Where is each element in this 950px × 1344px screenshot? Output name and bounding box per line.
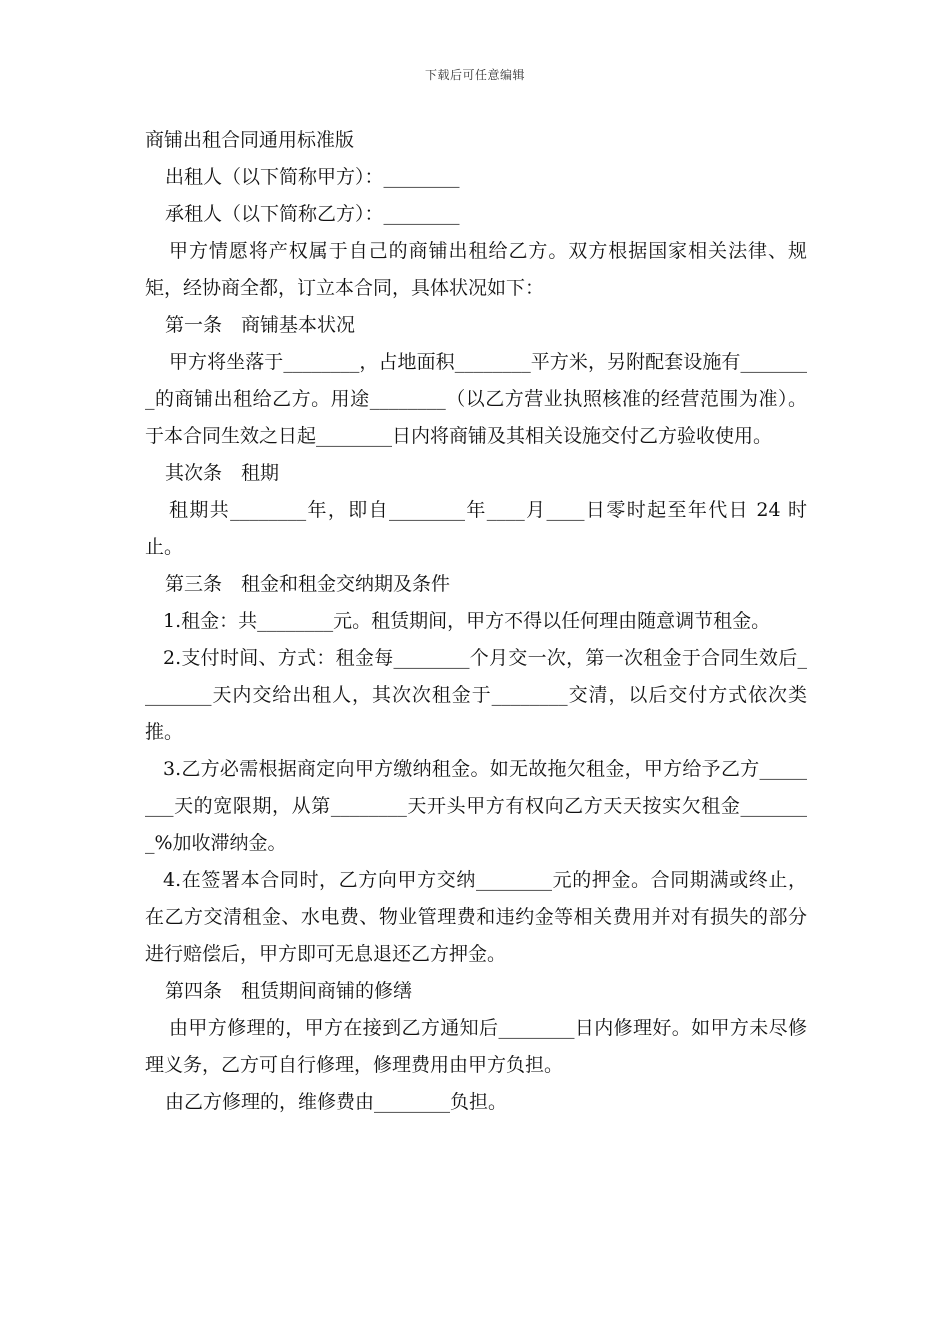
article2-paragraph: 租期共________年，即自________年____月____日零时起至年代日 24 时止。 xyxy=(145,499,807,558)
article4-paragraph-1: 由甲方修理的，甲方在接到乙方通知后________日内修理好。如甲方未尽修理义务，乙方可自行修理，修理费用由甲方负担。 xyxy=(145,1017,807,1076)
article3-item-3: 3.乙方必需根据商定向甲方缴纳租金。如无故拖欠租金，甲方给予乙方________天的宽限期，从第________天开头甲方有权向乙方天天按实欠租金________%加收滞纳金。 xyxy=(145,758,807,854)
lessor-line: 出租人（以下简称甲方）：________ xyxy=(165,166,460,188)
article3-item-1: 1.租金：共________元。租赁期间，甲方不得以任何理由随意调节租金。 xyxy=(163,610,771,632)
intro-paragraph: 甲方情愿将产权属于自己的商铺出租给乙方。双方根据国家相关法律、规矩，经协商全都，订立本合同，具体状况如下： xyxy=(145,240,807,299)
article4-heading: 第四条 租赁期间商铺的修缮 xyxy=(165,980,413,1002)
document-body xyxy=(145,122,807,1121)
article3-item-4: 4.在签署本合同时，乙方向甲方交纳________元的押金。合同期满或终止，在乙方交清租金、水电费、物业管理费和违约金等相关费用并对有损失的部分进行赔偿后，甲方即可无息退还乙方押金。 xyxy=(145,869,807,965)
article1-heading: 第一条 商铺基本状况 xyxy=(165,314,356,336)
article4-paragraph-2: 由乙方修理的，维修费由________负担。 xyxy=(165,1091,508,1113)
article1-paragraph: 甲方将坐落于________，占地面积________平方米，另附配套设施有________的商铺出租给乙方。用途________（以乙方营业执照核准的经营范围为准）。于本合同生效之日起________日内将商铺及其相关设施交付乙方验收使用。 xyxy=(145,351,807,447)
article3-heading: 第三条 租金和租金交纳期及条件 xyxy=(165,573,451,595)
document-title: 商铺出租合同通用标准版 xyxy=(145,129,355,151)
page-header: 下载后可任意编辑 xyxy=(424,68,525,82)
article2-heading: 其次条 租期 xyxy=(165,462,280,484)
article3-item-2: 2.支付时间、方式：租金每________个月交一次，第一次租金于合同生效后________天内交给出租人，其次次租金于________交清，以后交付方式依次类推。 xyxy=(145,647,807,743)
lessee-line: 承租人（以下简称乙方）：________ xyxy=(165,203,460,225)
